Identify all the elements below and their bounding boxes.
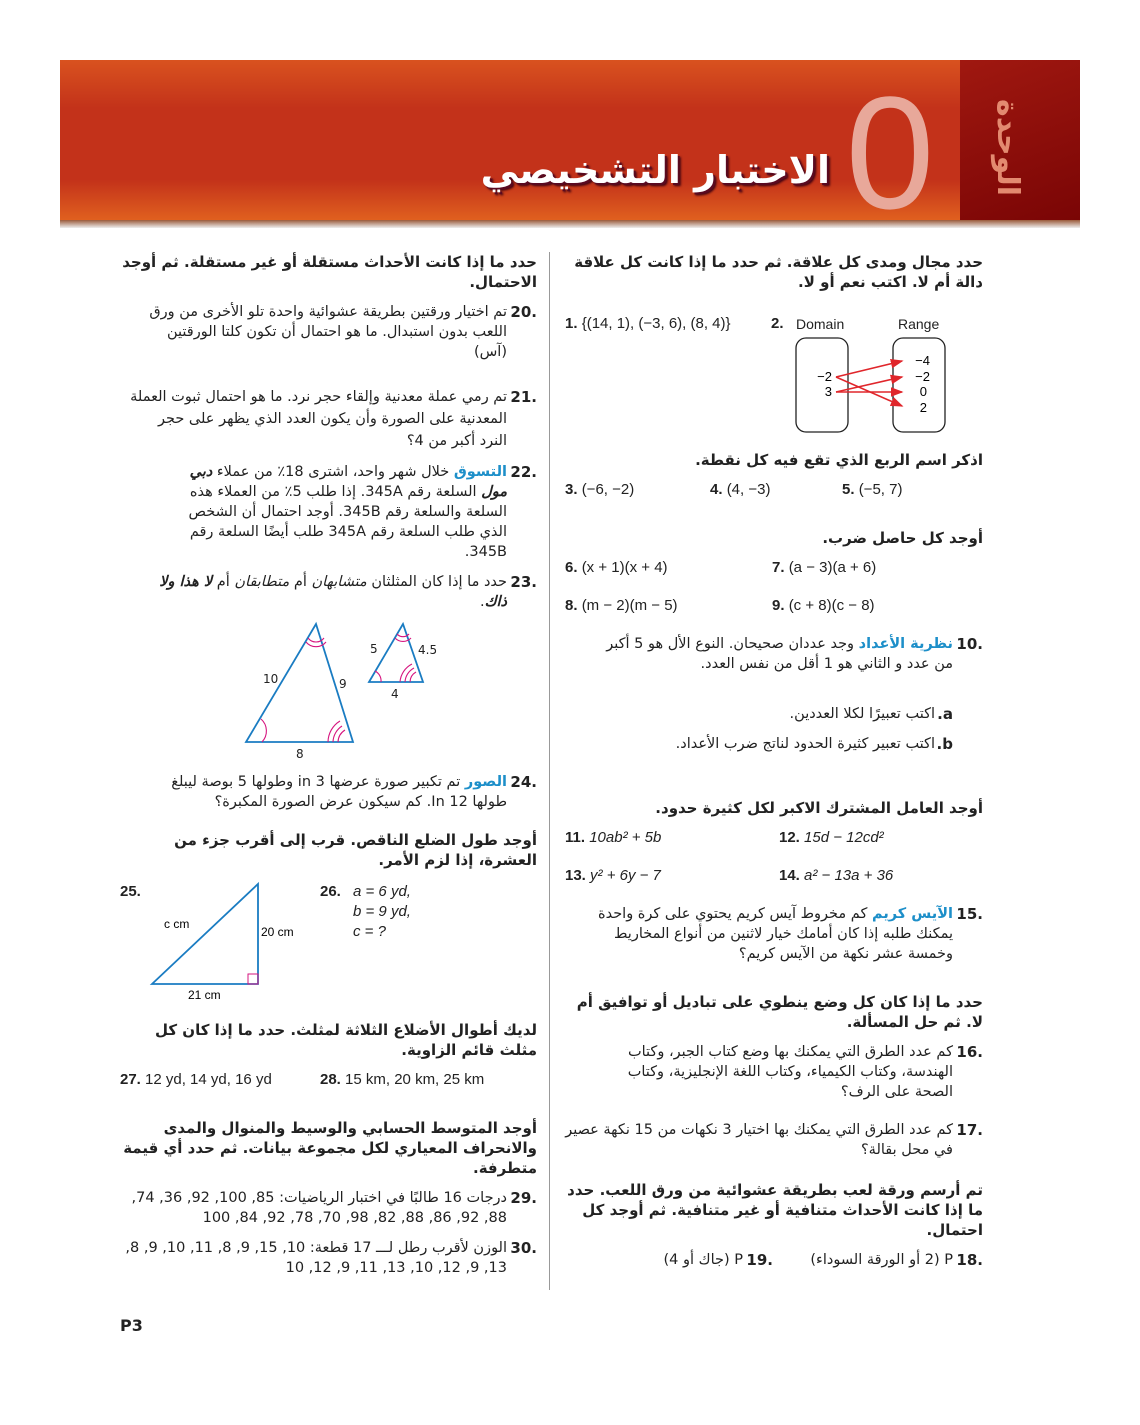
- problem-number: 6.: [565, 559, 578, 576]
- section-heading: لديك أطوال الأضلاع الثلاثة لمثلث. حدد ما إذا كان كل مثلث قائم الزاوية.: [154, 1021, 537, 1059]
- section-heading: حدد مجال ومدى كل علاقة. ثم حدد ما إذا كانت كل علاقة دالة أم لا. اكتب نعم أو لا.: [574, 253, 983, 291]
- problem-number: .22: [510, 463, 537, 481]
- problem-number: .15: [956, 905, 983, 923]
- problem-text: الوزن لأقرب رطل لـــ 17 قطعة: 10, 15, 9, 8, 11, 10, 9, 8, 13, 9, 12, 10, 13, 11, 9, 12, 10: [125, 1240, 507, 1276]
- problem-number: 5.: [842, 481, 855, 498]
- problem-16: [595, 1042, 983, 1102]
- problems-1-2: [565, 314, 983, 440]
- problem-20: [135, 302, 537, 362]
- problem-number: .24: [510, 773, 537, 791]
- problems-25-26: [120, 882, 537, 1002]
- page-number: P3: [120, 1316, 143, 1335]
- side-label: 4: [391, 687, 399, 701]
- term-neither: لا هذا ولا ذاك: [159, 574, 507, 610]
- problem-number: 25.: [120, 883, 141, 900]
- problem-number: .21: [510, 388, 537, 406]
- problem-number: .17: [956, 1121, 983, 1139]
- problem-25: [120, 882, 320, 1002]
- problem-text: 15d − 12cd²: [804, 829, 884, 846]
- problem-12: [779, 828, 884, 848]
- topic-label: الآيس كريم: [871, 906, 953, 922]
- column-divider: [549, 252, 550, 1290]
- problem-10a: [565, 704, 953, 724]
- section-heading: أوجد المتوسط الحسابي والوسيط والمنوال والمدى والانحراف المعياري لكل مجموعة بيانات. ثم حدد أي قيمة متطرفة.: [123, 1119, 537, 1177]
- problem-13: [565, 866, 779, 886]
- problems-11-12: [565, 828, 983, 848]
- problem-text: أم: [293, 574, 307, 590]
- mall-name: دبي مول: [189, 464, 507, 500]
- problem-number: 2.: [771, 315, 784, 332]
- right-triangle: [152, 884, 258, 984]
- part-text: اكتب تعبير كثيرة الحدود لناتج ضرب الأعداد.: [675, 736, 935, 752]
- range-label: Range: [898, 316, 940, 332]
- topic-label: الصور: [464, 774, 507, 790]
- side-label: 5: [370, 642, 378, 656]
- problem-22: [170, 462, 537, 562]
- section-heading: حدد ما إذا كان كل وضع ينطوي على تباديل أو توافيق أم لا. ثم حل المسألة.: [576, 993, 983, 1031]
- problem-number: .16: [956, 1043, 983, 1061]
- chapter-title: الاختبار التشخيصي: [480, 148, 830, 192]
- problem-text: وجد عددان صحيحان. النوع الأل هو 5 أكبر من عدد و الثاني هو 1 أقل من نفس العدد.: [606, 636, 953, 672]
- problem-8: [565, 596, 772, 616]
- domain-box: [796, 338, 848, 432]
- problem-number: 27.: [120, 1071, 141, 1088]
- section-heading: أوجد العامل المشترك الاكبر لكل كثيرة حدود.: [655, 799, 983, 817]
- problems-6-7: [565, 558, 983, 578]
- section-heading: أوجد كل حاصل ضرب.: [822, 529, 983, 547]
- problem-number: 28.: [320, 1071, 341, 1088]
- part-label: a.: [937, 705, 953, 723]
- mapping-diagram: [790, 332, 955, 440]
- part-text: اكتب تعبيرًا لكلا العددين.: [789, 706, 935, 722]
- right-angle-mark: [248, 974, 258, 984]
- right-column: [565, 252, 983, 1270]
- topic-label: نظرية الأعداد: [858, 636, 953, 652]
- problem-number: 13.: [565, 867, 586, 884]
- problem-15: [595, 904, 983, 964]
- hypotenuse-label: c cm: [164, 917, 190, 931]
- section-heading: اذكر اسم الربع الذي تقع فيه كل نقطة.: [695, 451, 983, 469]
- term-congruent: متطابقان: [234, 574, 290, 590]
- problem-text: كم عدد الطرق التي يمكنك بها وضع كتاب الجبر، وكتاب الهندسة، وكتاب الكيمياء، وكتاب اللغة الإنجليزية، وكتاب الصحة على الرف؟: [627, 1044, 953, 1100]
- value-a: a = 6 yd,: [353, 883, 411, 900]
- problem-26-values: [353, 882, 411, 1002]
- problem-text: درجات 16 طالبًا في اختبار الرياضيات: 85, 100, 92, 36, 74, 88, 92, 86, 88, 82, 98, 70, 78, 92, 84, 100: [131, 1190, 507, 1226]
- problem-23: .23 حدد ما إذا كان المثلثان متشابهان أم متطابقان أم لا هذا ولا ذاك.: [159, 573, 537, 610]
- unit-label: الوحدة: [990, 98, 1025, 197]
- problem-number: .18: [956, 1251, 983, 1269]
- problem-text: 12 yd, 14 yd, 16 yd: [145, 1071, 272, 1088]
- side-label: 8: [296, 747, 304, 761]
- part-label: b.: [936, 735, 953, 753]
- problem-text: P (جاك أو 4): [663, 1252, 743, 1268]
- problem-5: [842, 480, 902, 500]
- problem-text: (m − 2)(m − 5): [581, 597, 678, 614]
- problem-text: (4, −3): [726, 481, 771, 498]
- problem-10: [595, 634, 983, 674]
- problem-number: 26.: [320, 883, 341, 900]
- side-label: 10: [263, 672, 279, 686]
- problem-text: y² + 6y − 7: [590, 867, 661, 884]
- mapping-arrow: [836, 377, 902, 392]
- problem-17: [565, 1120, 983, 1160]
- problem-number: .30: [510, 1239, 537, 1257]
- problem-30: [125, 1238, 537, 1278]
- base-label: 21 cm: [188, 988, 221, 1002]
- problem-text: 10ab² + 5b: [589, 829, 662, 846]
- problem-number: .23: [510, 573, 537, 591]
- problem-number: .19: [746, 1251, 773, 1269]
- mapping-arrow: [836, 361, 902, 377]
- problem-4: [710, 480, 842, 500]
- problems-27-28: [120, 1070, 537, 1090]
- problem-19: [623, 1250, 773, 1270]
- problem-number: 4.: [710, 481, 723, 498]
- section-heading: حدد ما إذا كانت الأحداث مستقلة أو غير مستقلة. ثم أوجد الاحتمال.: [122, 253, 537, 291]
- right-triangle-figure: [140, 878, 320, 1002]
- problem-10b: [565, 734, 953, 754]
- leg-label: 20 cm: [261, 925, 294, 939]
- problem-text: خلال شهر واحد، اشترى 18٪ من عملاء: [216, 464, 450, 480]
- problem-number: .10: [956, 635, 983, 653]
- problem-2: [771, 314, 971, 440]
- section-heading: أوجد طول الضلع الناقص. قرب إلى أقرب جزء من العشرة، إذا لزم الأمر.: [174, 831, 537, 869]
- problem-text: (a − 3)(a + 6): [788, 559, 877, 576]
- problem-24: [170, 772, 537, 812]
- side-label: 4.5: [418, 643, 438, 657]
- domain-value: −2: [817, 369, 832, 384]
- left-column: [115, 252, 537, 1278]
- problem-text: (−5, 7): [858, 481, 903, 498]
- problem-number: 7.: [772, 559, 785, 576]
- problem-text: {(14, 1), (−3, 6), (8, 4)}: [581, 315, 731, 332]
- problem-21: [130, 386, 537, 452]
- problem-number: 1.: [565, 315, 578, 332]
- problems-18-19: [565, 1250, 983, 1270]
- chapter-number: 0: [845, 63, 935, 242]
- problem-text: كم مخروط آيس كريم يحتوي على كرة واحدة يمكنك طلبه إذا كان أمامك خيار لاثنين من أنواع المخاريط وخمسة عشر نكهة من الآيس كريم؟: [598, 906, 953, 962]
- problem-7: [772, 558, 876, 578]
- problem-text: تم رمي عملة معدنية وإلقاء حجر نرد. ما هو احتمال ثبوت العملة المعدنية على الصورة وأن يكون العدد الذي يظهر على حجر النرد أكبر من 4؟: [130, 389, 507, 449]
- problem-18: [783, 1250, 983, 1270]
- problem-9: [772, 596, 875, 616]
- problem-number: .20: [510, 303, 537, 321]
- problem-11: [565, 828, 779, 848]
- section-heading: تم أرسم ورقة لعب بطريقة عشوائية من ورق اللعب. حدد ما إذا كانت الأحداث متنافية أو غير متنافية. ثم أوجد كل احتمال.: [567, 1181, 983, 1239]
- range-value: −2: [915, 369, 930, 384]
- problems-13-14: [565, 866, 983, 886]
- problem-14: [779, 866, 893, 886]
- side-label: 9: [339, 677, 347, 691]
- problem-text: (c + 8)(c − 8): [788, 597, 875, 614]
- value-b: b = 9 yd,: [353, 903, 411, 920]
- problem-text: تم اختيار ورقتين بطريقة عشوائية واحدة تلو الأخرى من ورق اللعب بدون استبدال. ما هو احتمال أن تكون كلتا الورقتين (آس): [149, 304, 507, 360]
- problem-text: السلعة رقم 345A. إذا طلب 5٪ من العملاء هذه السلعة والسلعة رقم 345B. أوجد احتمال أن الشخص الذي طلب السلعة رقم 345A طلب أيضًا السلعة رقم 345B.: [188, 484, 507, 560]
- problem-text: P (2 أو الورقة السوداء): [810, 1252, 953, 1268]
- problem-text: a² − 13a + 36: [804, 867, 894, 884]
- problem-number: .29: [510, 1189, 537, 1207]
- problem-6: [565, 558, 772, 578]
- value-c: c = ?: [353, 923, 386, 940]
- problem-text: 15 km, 20 km, 25 km: [345, 1071, 485, 1088]
- problem-26: [320, 882, 411, 1002]
- problem-text: كم عدد الطرق التي يمكنك بها اختيار 3 نكهات من 15 نكهة عصير في محل بقالة؟: [565, 1122, 953, 1158]
- problem-27: [120, 1070, 320, 1090]
- problem-text: (x + 1)(x + 4): [581, 559, 668, 576]
- range-value: −4: [915, 353, 930, 368]
- range-value: 0: [919, 384, 927, 399]
- problem-text: حدد ما إذا كان المثلثان: [371, 574, 507, 590]
- domain-label: Domain: [796, 316, 845, 332]
- problems-8-9: [565, 596, 983, 616]
- problem-28: [320, 1070, 484, 1090]
- range-value: 2: [919, 400, 927, 415]
- problems-3-5: [565, 480, 983, 500]
- topic-label: التسوق: [453, 464, 507, 480]
- problem-number: 12.: [779, 829, 800, 846]
- domain-value: 3: [824, 384, 832, 399]
- problem-text: (−6, −2): [581, 481, 635, 498]
- problem-number: 3.: [565, 481, 578, 498]
- problem-3: [565, 480, 710, 500]
- problem-29: [130, 1188, 537, 1228]
- problem-text: تم تكبير صورة عرضها 3 in وطولها 5 بوصة ليبلغ طولها 12 In. كم سيكون عرض الصورة المكبرة؟: [171, 774, 507, 810]
- similar-triangles-figure: [230, 616, 450, 764]
- problem-number: 14.: [779, 867, 800, 884]
- problem-number: 9.: [772, 597, 785, 614]
- problem-number: 8.: [565, 597, 578, 614]
- problem-1: [565, 314, 771, 440]
- problem-number: 11.: [565, 829, 586, 846]
- term-similar: متشابهان: [311, 574, 367, 590]
- problem-text: أم: [216, 574, 230, 590]
